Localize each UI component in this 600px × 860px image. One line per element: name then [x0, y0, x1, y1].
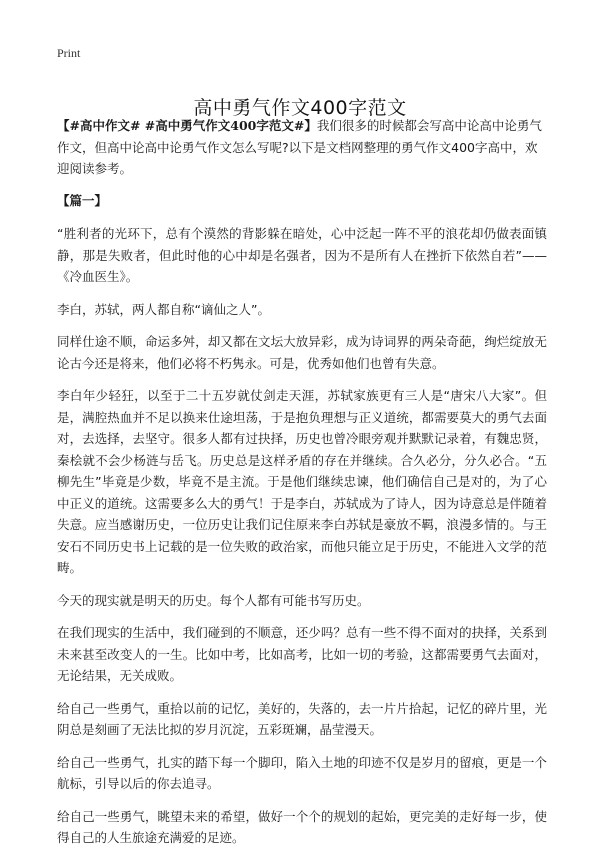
paragraph-9: 给自己一些勇气，眺望未来的希望，做好一个个的规划的起始，更完美的走好每一步，使得自己的人生旅途充满爱的足迹。 [57, 808, 547, 845]
print-link[interactable]: Print [57, 46, 81, 60]
article-body [57, 115, 547, 860]
paragraph-3: 同样仕途不顺，命运多舛，却又都在文坛大放异彩，成为诗词界的两朵奇葩，绚烂绽放无论古今还是将来，他们必将不朽隽永。可是，优秀如他们也曾有失意。 [57, 334, 547, 371]
paragraph-2: 李白，苏轼，两人都自称“谪仙之人”。 [57, 301, 270, 317]
page-title: 高中勇气作文400字范文 [193, 96, 407, 119]
paragraph-8: 给自己一些勇气，扎实的踏下每一个脚印，陷入土地的印迹不仅是岁月的留痕，更是一个航标，引导以后的你去追寻。 [57, 754, 547, 791]
section-heading: 【篇一】 [57, 192, 108, 208]
intro-text: 我们很多的时候都会写高中论高中论勇气作文，但高中论高中论勇气作文怎么写呢?以下是文档网整理的勇气作文400字高中，欢迎阅读参考。 [57, 118, 542, 176]
paragraph-1: “胜利者的光环下，总有个漠然的背影躲在暗处，心中泛起一阵不平的浪花却仍做表面镇静，那是失败者，但此时他的心中却是名强者，因为不是所有人在挫折下依然自若”——《冷血医生》。 [57, 226, 547, 284]
paragraph-4: 李白年少轻狂，以至于二十五岁就仗剑走天涯，苏轼家族更有三人是“唐宋八大家”。但是，满腔热血并不足以换来仕途坦荡，于是抱负理想与正义道统，都需要莫大的勇气去面对，去选择，去坚守。很多人都有过抉择，历史也曾冷眼旁观并默默记录着，有魏忠贤，秦桧就不会少杨涟与岳飞。历史总是这样矛盾的存在并继续。合久必分，分久必合。“五柳先生”毕竟是少数，毕竟不是主流。于是他们继续忠谏，他们确信自己是对的，为了心中正义的道统。这需要多么大的勇气！于是李白，苏轼成为了诗人，因为诗意总是伴随着失意。应当感谢历史，一位历史让我们记住原来李白苏轼是豪放不羁，浪漫多情的。与王安石不同历史书上记载的是一位失败的政治家，而他只能立足于历史，不能进入文学的范畴。 [57, 388, 547, 575]
paragraph-6: 在我们现实的生活中，我们碰到的不顺意，还少吗？总有一些不得不面对的抉择，关系到未来甚至改变人的一生。比如中考，比如高考，比如一切的考验，这都需要勇气去面对，无论结果，无关成败。 [57, 625, 547, 683]
paragraph-7: 给自己一些勇气，重拾以前的记忆，美好的，失落的，去一片片拾起，记忆的碎片里，光阴总是刻画了无法比拟的岁月沉淀，五彩斑斓，晶莹漫天。 [57, 700, 547, 737]
intro-paragraph [57, 115, 547, 180]
paragraph-5: 今天的现实就是明天的历史。每个人都有可能书写历史。 [57, 592, 370, 608]
intro-tag: 【#高中作文# #高中勇气作文400字范文#】 [57, 118, 317, 133]
